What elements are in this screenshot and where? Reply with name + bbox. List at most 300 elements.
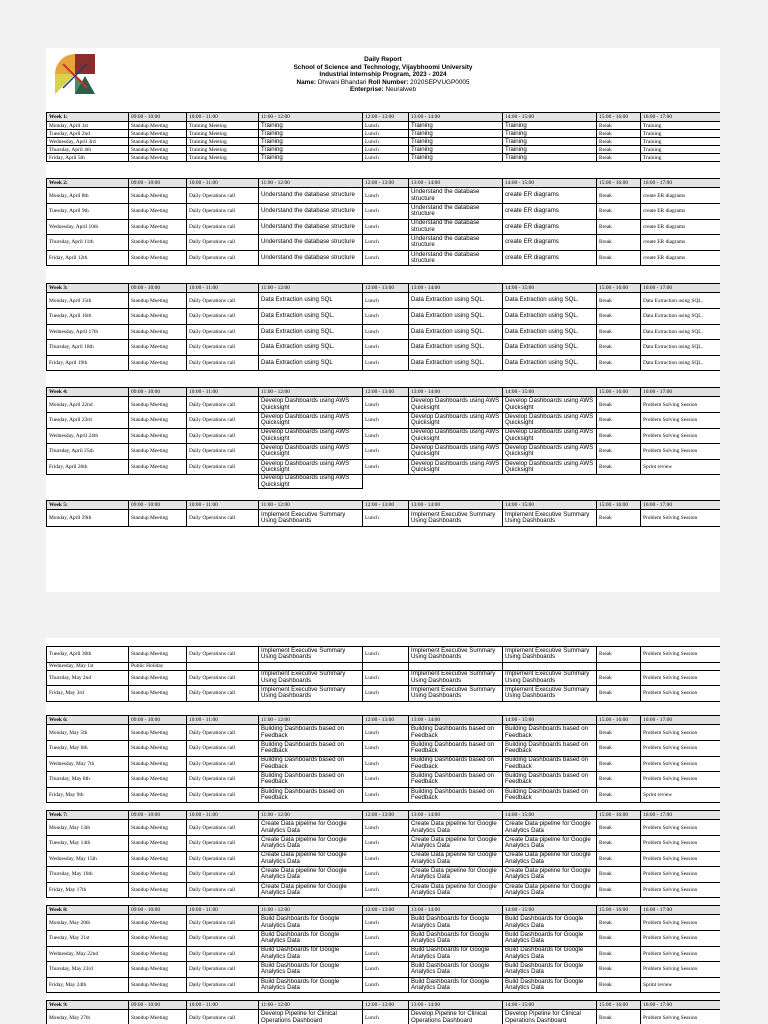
activity-cell: Standup Meeting (129, 235, 187, 251)
time-slot-header: 14:00 - 15:00 (503, 388, 597, 397)
activity-cell: Develop Dashboards using AWS Quicksight (503, 428, 597, 444)
activity-cell: Daily Operations call (187, 835, 259, 851)
time-slot-header: 14:00 - 15:00 (503, 501, 597, 510)
activity-cell: Daily Operations call (187, 188, 259, 204)
table-row (47, 444, 721, 460)
activity-cell: Training (259, 130, 363, 138)
activity-cell: Training Meeting (187, 122, 259, 130)
activity-cell: Daily Operations call (187, 686, 259, 702)
activity-cell: Create Data pipeline for Google Analytics Data (259, 835, 363, 851)
activity-cell: Break (597, 740, 641, 756)
report-page-2 (46, 638, 720, 1024)
week-table (46, 178, 720, 266)
activity-cell: Training Meeting (187, 138, 259, 146)
day-cell: Thursday, April 11th (47, 235, 129, 251)
day-cell: Wednesday, April 24th (47, 428, 129, 444)
activity-cell: Lunch (363, 977, 409, 993)
table-row (47, 203, 721, 219)
activity-cell: Standup Meeting (129, 787, 187, 803)
activity-cell: Daily Operations call (187, 647, 259, 663)
activity-cell: Lunch (363, 219, 409, 235)
activity-cell: Build Dashboards for Google Analytics Data (503, 930, 597, 946)
activity-cell: Daily Operations call (187, 725, 259, 741)
activity-cell: Training Meeting (187, 146, 259, 154)
activity-cell: Understand the database structure (409, 235, 503, 251)
activity-cell: Understand the database structure (409, 203, 503, 219)
activity-cell: Create Data pipeline for Google Analytics Data (503, 820, 597, 836)
activity-cell: Building Dashboards based on Feedback (259, 787, 363, 803)
activity-cell: Lunch (363, 428, 409, 444)
activity-cell: Daily Operations call (187, 428, 259, 444)
activity-cell: Problem Solving Session (641, 772, 721, 788)
activity-cell: Problem Solving Session (641, 946, 721, 962)
activity-cell: Standup Meeting (129, 219, 187, 235)
day-cell: Monday, April 8th (47, 188, 129, 204)
activity-cell: Lunch (363, 670, 409, 686)
day-cell: Thursday, April 18th (47, 340, 129, 356)
time-slot-header: 12:00 - 13:00 (363, 811, 409, 820)
activity-cell: Break (597, 510, 641, 527)
activity-cell: Create Data pipeline for Google Analytics Data (259, 867, 363, 883)
empty-cell (47, 475, 129, 489)
day-cell: Tuesday, April 16th (47, 308, 129, 324)
program-name: Industrial Internship Program, 2023 - 2024 (319, 71, 447, 79)
trailing-row (47, 475, 721, 489)
table-row (47, 154, 721, 162)
time-slot-header: 10:00 - 11:00 (187, 716, 259, 725)
activity-cell: Standup Meeting (129, 324, 187, 340)
activity-cell: Develop Dashboards using AWS Quicksight (409, 459, 503, 475)
activity-cell: Develop Dashboards using AWS Quicksight (259, 459, 363, 475)
activity-cell: Standup Meeting (129, 835, 187, 851)
activity-cell: Implement Executive Summary Using Dashboards (259, 686, 363, 702)
activity-cell: Data Extraction using SQL. (641, 308, 721, 324)
activity-cell: Problem Solving Session (641, 867, 721, 883)
activity-cell: Build Dashboards for Google Analytics Data (409, 977, 503, 993)
week-table (46, 810, 720, 898)
week-header-row (47, 388, 721, 397)
activity-cell: Build Dashboards for Google Analytics Data (409, 915, 503, 931)
table-row (47, 355, 721, 371)
activity-cell: Standup Meeting (129, 122, 187, 130)
activity-cell: Break (597, 235, 641, 251)
activity-cell: Training (409, 122, 503, 130)
time-slot-header: 14:00 - 15:00 (503, 716, 597, 725)
activity-cell: Lunch (363, 122, 409, 130)
activity-cell: Training (641, 138, 721, 146)
activity-cell: Daily Operations call (187, 977, 259, 993)
activity-cell: Sprint review (641, 459, 721, 475)
table-row (47, 397, 721, 413)
activity-cell: Create Data pipeline for Google Analytics Data (409, 851, 503, 867)
activity-cell: Develop Pipeline for Clinical Operations Dashboard (259, 1010, 363, 1024)
activity-cell: Training (259, 138, 363, 146)
activity-cell: Understand the database structure (259, 235, 363, 251)
table-row (47, 293, 721, 309)
activity-cell: Lunch (363, 308, 409, 324)
activity-cell: Standup Meeting (129, 355, 187, 371)
table-row (47, 915, 721, 931)
week-header-row (47, 906, 721, 915)
time-slot-header: 11:00 - 12:00 (259, 716, 363, 725)
day-cell: Thursday, May 16th (47, 867, 129, 883)
table-row (47, 851, 721, 867)
activity-cell: Lunch (363, 820, 409, 836)
activity-cell: Break (597, 686, 641, 702)
activity-cell: Sprint review (641, 787, 721, 803)
activity-cell: Standup Meeting (129, 670, 187, 686)
activity-cell: Break (597, 725, 641, 741)
activity-cell: Standup Meeting (129, 250, 187, 266)
time-slot-header: 13:00 - 14:00 (409, 179, 503, 188)
day-cell: Friday, April 5th (47, 154, 129, 162)
time-slot-header: 11:00 - 12:00 (259, 501, 363, 510)
activity-cell: Create Data pipeline for Google Analytics Data (409, 820, 503, 836)
report-title: Daily Report (364, 56, 402, 63)
activity-cell: Break (597, 867, 641, 883)
activity-cell: Standup Meeting (129, 340, 187, 356)
time-slot-header: 09:00 - 10:00 (129, 113, 187, 122)
time-slot-header: 10:00 - 11:00 (187, 113, 259, 122)
activity-cell: Lunch (363, 647, 409, 663)
time-slot-header: 13:00 - 14:00 (409, 811, 503, 820)
activity-cell: Standup Meeting (129, 412, 187, 428)
activity-cell: Building Dashboards based on Feedback (409, 772, 503, 788)
activity-cell: Daily Operations call (187, 308, 259, 324)
activity-cell: Break (597, 355, 641, 371)
activity-cell: Develop Dashboards using AWS Quicksight (503, 397, 597, 413)
time-slot-header: 16:00 - 17:00 (641, 388, 721, 397)
activity-cell: Lunch (363, 851, 409, 867)
activity-cell: Lunch (363, 930, 409, 946)
enterprise-label: Enterprise: (349, 86, 384, 94)
activity-cell: Data Extraction using SQL. (409, 355, 503, 371)
activity-cell: Standup Meeting (129, 397, 187, 413)
day-cell: Monday, April 29th (47, 510, 129, 527)
enterprise-line (46, 86, 720, 94)
day-cell: Wednesday, May 1st (47, 662, 129, 670)
activity-cell: Implement Executive Summary Using Dashboards (259, 670, 363, 686)
activity-cell: Develop Dashboards using AWS Quicksight (503, 412, 597, 428)
activity-cell: Break (597, 1010, 641, 1024)
time-slot-header: 16:00 - 17:00 (641, 284, 721, 293)
empty-cell (597, 475, 641, 489)
activity-cell: Standup Meeting (129, 725, 187, 741)
table-row (47, 725, 721, 741)
activity-cell: Training (503, 146, 597, 154)
day-cell: Monday, April 1st (47, 122, 129, 130)
activity-cell: Create Data pipeline for Google Analytics Data (503, 867, 597, 883)
week-label: Week 3: (47, 284, 129, 293)
activity-cell: Data Extraction using SQL. (409, 293, 503, 309)
activity-cell: Lunch (363, 324, 409, 340)
time-slot-header: 11:00 - 12:00 (259, 388, 363, 397)
activity-cell: Break (597, 647, 641, 663)
activity-cell: Lunch (363, 235, 409, 251)
empty-cell (409, 662, 503, 670)
activity-cell: Break (597, 835, 641, 851)
time-slot-header: 13:00 - 14:00 (409, 388, 503, 397)
activity-cell: create ER diagrams (641, 203, 721, 219)
activity-cell: Break (597, 930, 641, 946)
activity-cell: Build Dashboards for Google Analytics Data (259, 930, 363, 946)
activity-cell: Problem Solving Session (641, 686, 721, 702)
activity-cell: Build Dashboards for Google Analytics Data (503, 977, 597, 993)
activity-cell: Daily Operations call (187, 510, 259, 527)
time-slot-header: 11:00 - 12:00 (259, 113, 363, 122)
activity-cell: Develop Dashboards using AWS Quicksight (409, 444, 503, 460)
activity-cell: Implement Executive Summary Using Dashboards (409, 686, 503, 702)
activity-cell: Break (597, 250, 641, 266)
time-slot-header: 09:00 - 10:00 (129, 179, 187, 188)
activity-cell: Lunch (363, 756, 409, 772)
day-cell: Tuesday, April 23rd (47, 412, 129, 428)
table-row (47, 130, 721, 138)
table-row (47, 867, 721, 883)
week-header-row (47, 1001, 721, 1010)
day-cell: Tuesday, April 9th (47, 203, 129, 219)
activity-cell: Standup Meeting (129, 867, 187, 883)
activity-cell: Problem Solving Session (641, 428, 721, 444)
week-header-row (47, 113, 721, 122)
day-cell: Wednesday, April 10th (47, 219, 129, 235)
day-cell: Tuesday, April 2nd (47, 130, 129, 138)
activity-cell: Daily Operations call (187, 324, 259, 340)
activity-cell: Understand the database structure (259, 203, 363, 219)
table-row (47, 146, 721, 154)
week-table (46, 646, 720, 702)
week-table (46, 387, 720, 489)
activity-cell: Daily Operations call (187, 930, 259, 946)
table-row (47, 662, 721, 670)
activity-cell: Develop Dashboards using AWS Quicksight (409, 428, 503, 444)
empty-cell (187, 475, 259, 489)
time-slot-header: 09:00 - 10:00 (129, 388, 187, 397)
activity-cell: Data Extraction using SQL. (503, 355, 597, 371)
table-row (47, 820, 721, 836)
activity-cell: Training (641, 146, 721, 154)
empty-cell (409, 475, 503, 489)
week-table (46, 112, 720, 162)
activity-cell: Develop Dashboards using AWS Quicksight (259, 397, 363, 413)
activity-cell: Standup Meeting (129, 428, 187, 444)
week-label: Week 1: (47, 113, 129, 122)
table-row (47, 686, 721, 702)
activity-cell: Create Data pipeline for Google Analytics Data (259, 882, 363, 898)
roll-value: 2020SEPVUGP0005 (410, 78, 470, 86)
activity-cell: Create Data pipeline for Google Analytics Data (503, 882, 597, 898)
activity-cell: Lunch (363, 203, 409, 219)
activity-cell: Standup Meeting (129, 756, 187, 772)
day-cell: Monday, May 13th (47, 820, 129, 836)
activity-cell: Lunch (363, 412, 409, 428)
activity-cell: Break (597, 946, 641, 962)
report-page-1 (46, 48, 720, 592)
activity-cell: Daily Operations call (187, 946, 259, 962)
activity-cell: Data Extraction using SQL (259, 293, 363, 309)
activity-cell: Standup Meeting (129, 459, 187, 475)
table-row (47, 122, 721, 130)
activity-cell: Daily Operations call (187, 235, 259, 251)
empty-cell (503, 662, 597, 670)
day-cell: Monday, April 22nd (47, 397, 129, 413)
activity-cell: Break (597, 308, 641, 324)
activity-cell: Lunch (363, 340, 409, 356)
activity-cell: Problem Solving Session (641, 412, 721, 428)
activity-cell: Training (503, 130, 597, 138)
table-row (47, 188, 721, 204)
activity-cell: Break (597, 397, 641, 413)
activity-cell: Problem Solving Session (641, 930, 721, 946)
activity-cell: Lunch (363, 130, 409, 138)
activity-cell: Build Dashboards for Google Analytics Data (259, 946, 363, 962)
table-row (47, 835, 721, 851)
day-cell: Wednesday, May 7th (47, 756, 129, 772)
activity-cell: Build Dashboards for Google Analytics Data (259, 915, 363, 931)
activity-cell: Building Dashboards based on Feedback (409, 787, 503, 803)
empty-cell (129, 475, 187, 489)
activity-cell: Problem Solving Session (641, 725, 721, 741)
activity-cell: Lunch (363, 510, 409, 527)
activity-cell: Lunch (363, 138, 409, 146)
activity-cell: Break (597, 412, 641, 428)
activity-cell: Break (597, 882, 641, 898)
activity-cell: Daily Operations call (187, 203, 259, 219)
week-label: Week 2: (47, 179, 129, 188)
time-slot-header: 14:00 - 15:00 (503, 1001, 597, 1010)
time-slot-header: 16:00 - 17:00 (641, 501, 721, 510)
activity-cell: Implement Executive Summary Using Dashboards (259, 510, 363, 527)
time-slot-header: 14:00 - 15:00 (503, 113, 597, 122)
activity-cell: Data Extraction using SQL. (503, 293, 597, 309)
time-slot-header: 16:00 - 17:00 (641, 1001, 721, 1010)
activity-cell: Data Extraction using SQL. (259, 324, 363, 340)
activity-cell: Build Dashboards for Google Analytics Data (259, 962, 363, 978)
student-line (46, 79, 720, 87)
activity-cell: Understand the database structure (409, 219, 503, 235)
activity-cell: Lunch (363, 787, 409, 803)
day-cell: Friday, April 19th (47, 355, 129, 371)
time-slot-header: 16:00 - 17:00 (641, 906, 721, 915)
time-slot-header: 14:00 - 15:00 (503, 284, 597, 293)
activity-cell: create ER diagrams (503, 219, 597, 235)
time-slot-header: 10:00 - 11:00 (187, 811, 259, 820)
table-row (47, 787, 721, 803)
table-row (47, 250, 721, 266)
time-slot-header: 11:00 - 12:00 (259, 284, 363, 293)
activity-cell: Building Dashboards based on Feedback (409, 725, 503, 741)
activity-cell: Understand the database structure (259, 219, 363, 235)
activity-cell: Data Extraction using SQL. (503, 308, 597, 324)
activity-cell: Problem Solving Session (641, 820, 721, 836)
activity-cell: Break (597, 756, 641, 772)
table-row (47, 308, 721, 324)
week-label: Week 5: (47, 501, 129, 510)
activity-cell: Create Data pipeline for Google Analytics Data (409, 867, 503, 883)
time-slot-header: 15:00 - 16:00 (597, 388, 641, 397)
activity-cell: Standup Meeting (129, 308, 187, 324)
table-row (47, 235, 721, 251)
day-cell: Wednesday, May 22nd (47, 946, 129, 962)
day-cell: Friday, April 26th (47, 459, 129, 475)
activity-cell: Daily Operations call (187, 397, 259, 413)
activity-cell: Lunch (363, 444, 409, 460)
time-slot-header: 16:00 - 17:00 (641, 113, 721, 122)
activity-cell: Lunch (363, 355, 409, 371)
time-slot-header: 13:00 - 14:00 (409, 113, 503, 122)
activity-cell: Lunch (363, 772, 409, 788)
activity-cell: Training (409, 130, 503, 138)
time-slot-header: 10:00 - 11:00 (187, 906, 259, 915)
activity-cell: Lunch (363, 882, 409, 898)
school-name: School of Science and Technology, Vijaybhoomi University (293, 63, 473, 71)
time-slot-header: 16:00 - 17:00 (641, 179, 721, 188)
activity-cell: Building Dashboards based on Feedback (503, 787, 597, 803)
activity-cell: Develop Pipeline for Clinical Operations Dashboard (503, 1010, 597, 1024)
day-cell: Wednesday, April 17th (47, 324, 129, 340)
table-row (47, 756, 721, 772)
activity-cell: Lunch (363, 250, 409, 266)
activity-cell: Building Dashboards based on Feedback (409, 756, 503, 772)
activity-cell: Standup Meeting (129, 293, 187, 309)
activity-cell: Standup Meeting (129, 510, 187, 527)
activity-cell: Break (597, 820, 641, 836)
day-cell: Wednesday, May 15th (47, 851, 129, 867)
activity-cell: Data Extraction using SQL. (641, 324, 721, 340)
activity-cell: Break (597, 962, 641, 978)
activity-cell: Develop Dashboards using AWS Quicksight (503, 459, 597, 475)
activity-cell: Daily Operations call (187, 740, 259, 756)
enterprise-value: Neuralweb (385, 86, 417, 94)
activity-cell: Standup Meeting (129, 130, 187, 138)
activity-cell: Data Extraction using SQL. (641, 340, 721, 356)
time-slot-header: 14:00 - 15:00 (503, 811, 597, 820)
week-table (46, 283, 720, 371)
activity-cell: Daily Operations call (187, 820, 259, 836)
activity-cell: Lunch (363, 740, 409, 756)
activity-cell: Problem Solving Session (641, 397, 721, 413)
activity-cell: Problem Solving Session (641, 647, 721, 663)
table-row (47, 962, 721, 978)
day-cell: Friday, May 24th (47, 977, 129, 993)
time-slot-header: 10:00 - 11:00 (187, 501, 259, 510)
table-row (47, 882, 721, 898)
activity-cell: Daily Operations call (187, 444, 259, 460)
activity-cell: Data Extraction using SQL. (259, 308, 363, 324)
activity-cell: Break (597, 428, 641, 444)
week-header-row (47, 501, 721, 510)
activity-cell: Building Dashboards based on Feedback (409, 740, 503, 756)
activity-cell: Daily Operations call (187, 882, 259, 898)
day-cell: Monday, May 27th (47, 1010, 129, 1024)
time-slot-header: 15:00 - 16:00 (597, 811, 641, 820)
day-cell: Friday, May 17th (47, 882, 129, 898)
empty-cell (641, 475, 721, 489)
time-slot-header: 12:00 - 13:00 (363, 1001, 409, 1010)
activity-cell: Lunch (363, 686, 409, 702)
table-row (47, 324, 721, 340)
activity-cell: create ER diagrams (641, 188, 721, 204)
time-slot-header: 15:00 - 16:00 (597, 113, 641, 122)
activity-cell: Standup Meeting (129, 188, 187, 204)
activity-cell: Data Extraction using SQL (259, 355, 363, 371)
time-slot-header: 10:00 - 11:00 (187, 1001, 259, 1010)
activity-cell: Develop Dashboards using AWS Quicksight (259, 444, 363, 460)
activity-cell: Break (597, 340, 641, 356)
activity-cell: Create Data pipeline for Google Analytics Data (259, 851, 363, 867)
table-row (47, 647, 721, 663)
activity-cell: Building Dashboards based on Feedback (259, 740, 363, 756)
